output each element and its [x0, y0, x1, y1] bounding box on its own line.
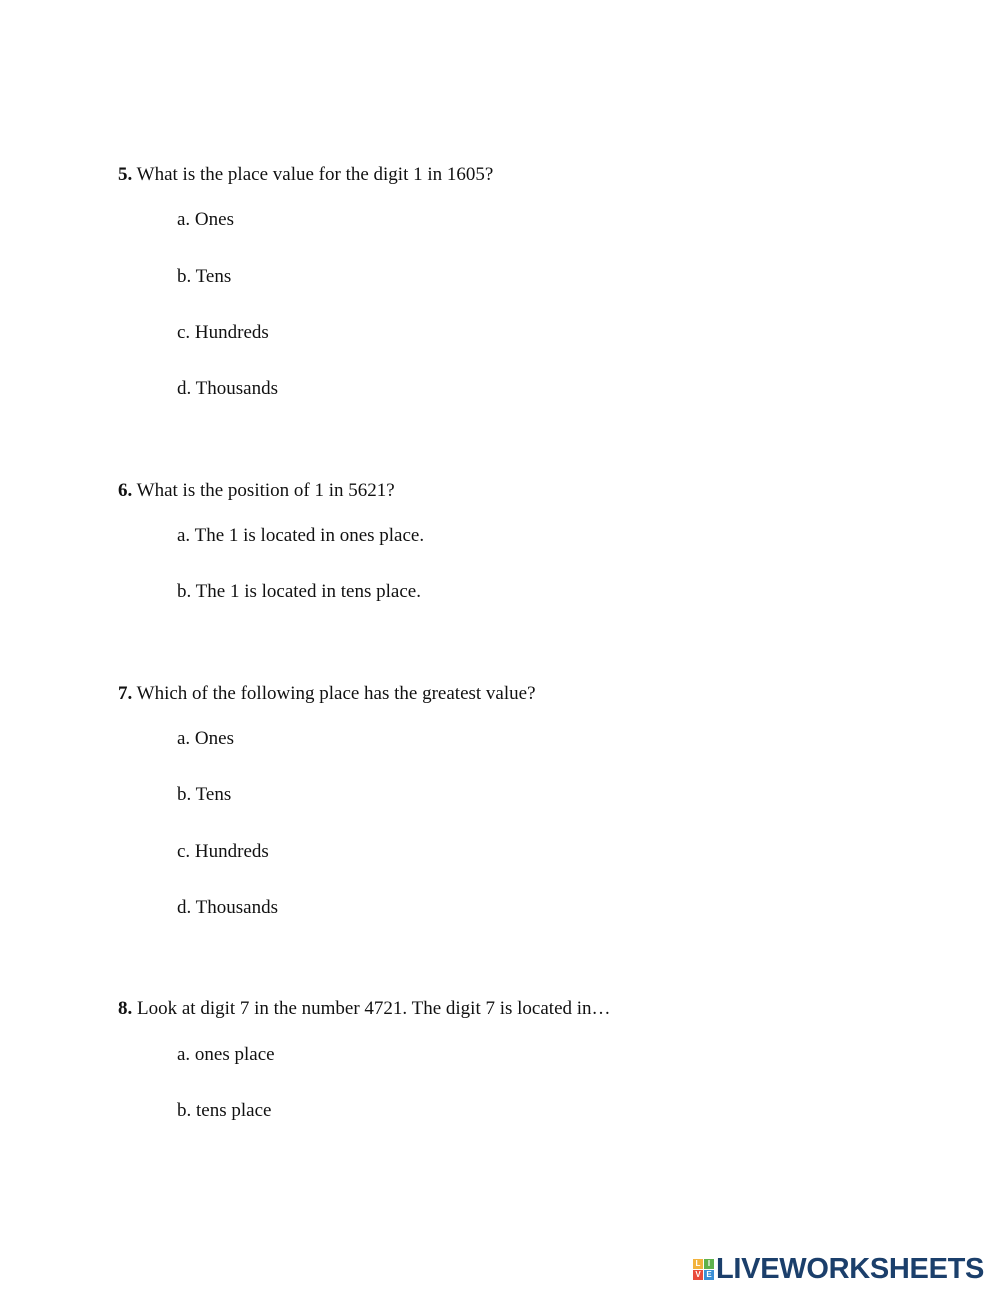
question-8-prompt	[118, 997, 611, 1021]
question-7-prompt	[118, 682, 536, 706]
question-text: What is the place value for the digit 1 in 1605?	[132, 164, 494, 185]
question-6-option-b[interactable]: b. The 1 is located in tens place.	[177, 581, 421, 602]
logo-wordmark: LIVEWORKSHEETS	[716, 1253, 985, 1285]
logo-mark-cell: I	[704, 1259, 714, 1269]
logo-mark-cell: E	[704, 1270, 714, 1280]
question-text: Which of the following place has the greatest value?	[132, 683, 536, 704]
question-5-prompt	[118, 163, 493, 187]
question-number: 7.	[118, 683, 133, 704]
logo-mark-cell: L	[693, 1259, 703, 1269]
question-5-option-b[interactable]: b. Tens	[177, 266, 232, 287]
question-number: 5.	[118, 164, 133, 185]
question-5-option-a[interactable]: a. Ones	[177, 209, 234, 230]
question-number: 6.	[118, 480, 133, 501]
question-7-option-a[interactable]: a. Ones	[177, 728, 234, 749]
question-5-option-d[interactable]: d. Thousands	[177, 378, 278, 399]
liveworksheets-logo	[693, 1254, 984, 1284]
question-6-option-a[interactable]: a. The 1 is located in ones place.	[177, 525, 425, 546]
question-8-option-a[interactable]: a. ones place	[177, 1044, 275, 1065]
question-number: 8.	[118, 998, 133, 1019]
question-7-option-c[interactable]: c. Hundreds	[177, 841, 269, 862]
question-7-option-b[interactable]: b. Tens	[177, 784, 232, 805]
question-5-option-c[interactable]: c. Hundreds	[177, 322, 269, 343]
question-text: Look at digit 7 in the number 4721. The digit 7 is located in…	[132, 998, 611, 1019]
liveworksheets-mark-icon	[693, 1259, 714, 1280]
question-8-option-b[interactable]: b. tens place	[177, 1100, 272, 1121]
question-7-option-d[interactable]: d. Thousands	[177, 897, 278, 918]
question-6-prompt	[118, 479, 395, 503]
logo-mark-cell: V	[693, 1270, 703, 1280]
question-text: What is the position of 1 in 5621?	[132, 480, 395, 501]
